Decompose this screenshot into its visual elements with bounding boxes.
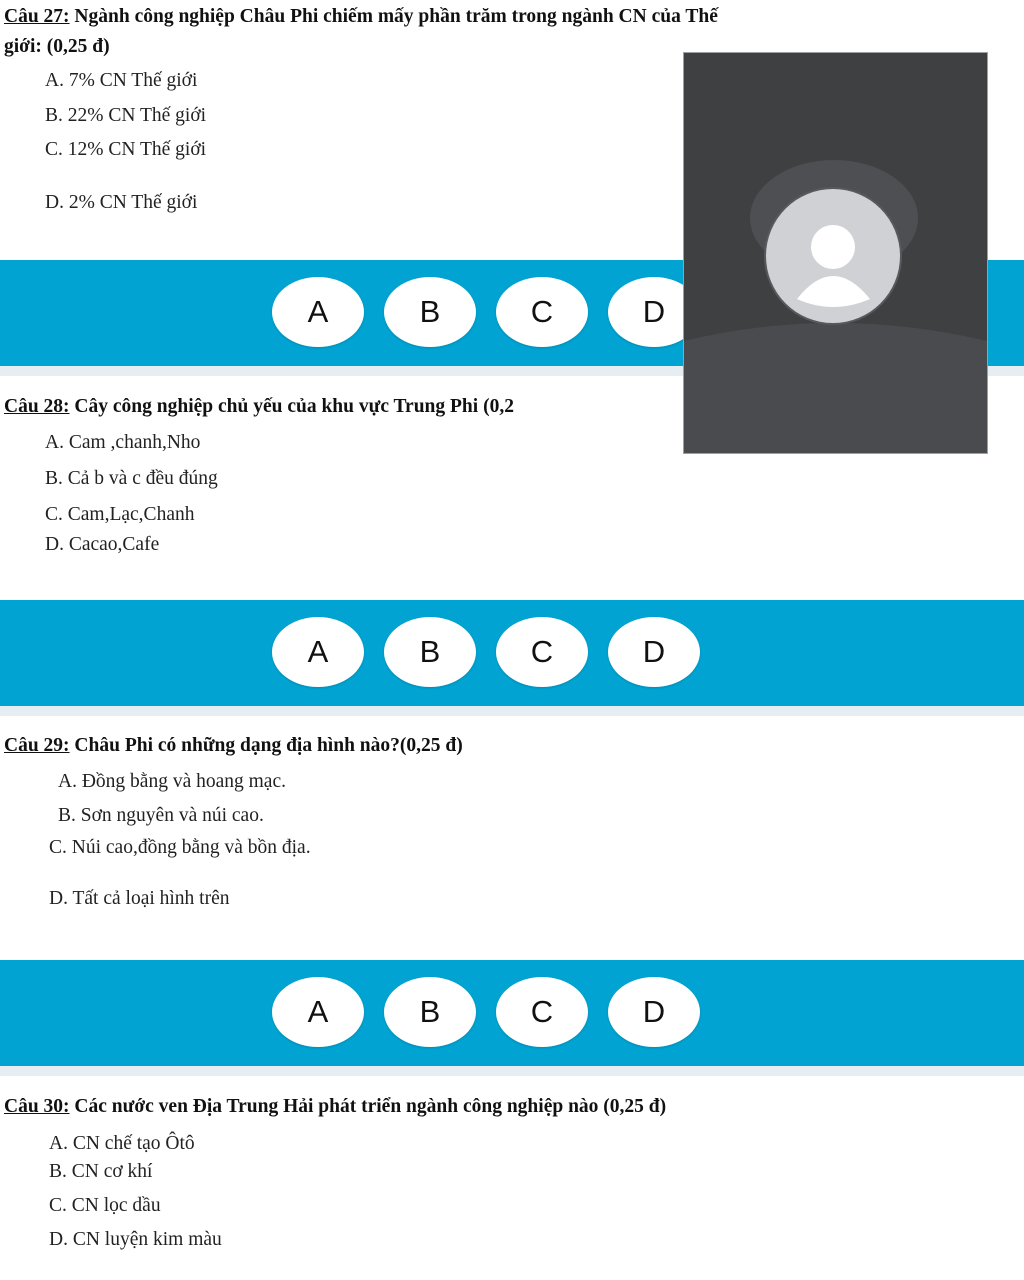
question-title bbox=[4, 729, 463, 763]
answer-c-button[interactable]: C bbox=[496, 977, 588, 1047]
option-b: B. Sơn nguyên và núi cao. bbox=[58, 805, 264, 826]
option-c: C. Cam,Lạc,Chanh bbox=[45, 504, 195, 525]
option-d: D. CN luyện kim màu bbox=[49, 1229, 222, 1250]
answer-d-button[interactable]: D bbox=[608, 617, 700, 687]
answer-a-button[interactable]: A bbox=[272, 277, 364, 347]
option-a: A. CN chế tạo Ôtô bbox=[49, 1133, 195, 1154]
question-text: Ngành công nghiệp Châu Phi chiếm mấy phần trăm trong ngành CN của Thế bbox=[69, 6, 718, 27]
answer-bar-29 bbox=[0, 960, 1024, 1076]
question-number: Câu 30: bbox=[4, 1096, 70, 1117]
question-text: Châu Phi có những dạng địa hình nào?(0,25 đ) bbox=[69, 735, 463, 756]
answer-b-button[interactable]: B bbox=[384, 977, 476, 1047]
question-title bbox=[4, 390, 514, 424]
answer-a-button[interactable]: A bbox=[272, 617, 364, 687]
option-a: A. Đồng bằng và hoang mạc. bbox=[58, 771, 286, 792]
answer-d-button[interactable]: D bbox=[608, 277, 700, 347]
option-d: D. 2% CN Thế giới bbox=[45, 192, 198, 213]
question-number: Câu 28: bbox=[4, 396, 70, 417]
question-number: Câu 27: bbox=[4, 6, 70, 27]
option-a: A. Cam ,chanh,Nho bbox=[45, 432, 201, 453]
option-b: B. 22% CN Thế giới bbox=[45, 105, 207, 126]
question-text: Cây công nghiệp chủ yếu của khu vực Trung Phi (0,2 bbox=[69, 396, 514, 417]
answer-c-button[interactable]: C bbox=[496, 617, 588, 687]
question-title bbox=[4, 0, 718, 34]
option-a: A. 7% CN Thế giới bbox=[45, 70, 198, 91]
option-c: C. 12% CN Thế giới bbox=[45, 139, 207, 160]
answer-a-button[interactable]: A bbox=[272, 977, 364, 1047]
user-avatar-icon bbox=[684, 53, 987, 453]
option-b: B. CN cơ khí bbox=[49, 1161, 153, 1182]
option-b: B. Cả b và c đều đúng bbox=[45, 468, 218, 489]
option-d: D. Cacao,Cafe bbox=[45, 534, 160, 555]
answer-c-button[interactable]: C bbox=[496, 277, 588, 347]
question-title-continued: giới: (0,25 đ) bbox=[4, 36, 110, 57]
answer-d-button[interactable]: D bbox=[608, 977, 700, 1047]
answer-b-button[interactable]: B bbox=[384, 277, 476, 347]
option-c: C. CN lọc dầu bbox=[49, 1195, 161, 1216]
answer-bar-28 bbox=[0, 600, 1024, 716]
answer-b-button[interactable]: B bbox=[384, 617, 476, 687]
option-d: D. Tất cả loại hình trên bbox=[49, 888, 230, 909]
video-panel[interactable] bbox=[683, 52, 988, 454]
question-number: Câu 29: bbox=[4, 735, 70, 756]
question-text: Các nước ven Địa Trung Hải phát triển ngành công nghiệp nào (0,25 đ) bbox=[69, 1096, 667, 1117]
option-c: C. Núi cao,đồng bằng và bồn địa. bbox=[49, 837, 311, 858]
question-title bbox=[4, 1090, 666, 1124]
